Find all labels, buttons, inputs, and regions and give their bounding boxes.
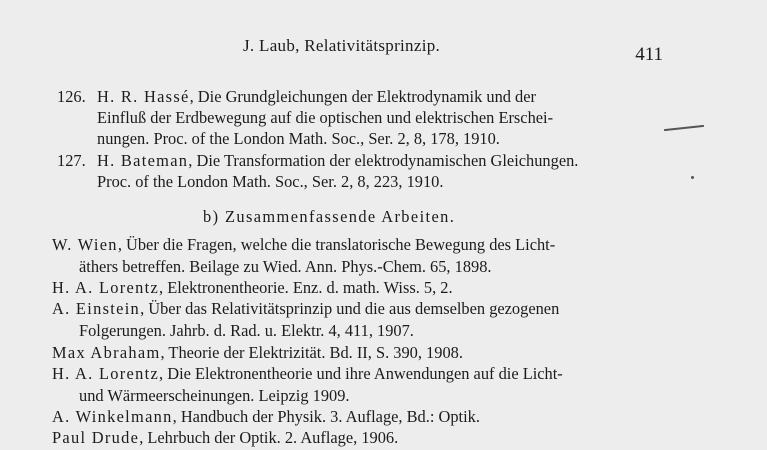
work-line bbox=[52, 298, 559, 319]
work-line bbox=[52, 406, 480, 427]
ink-dot bbox=[691, 176, 694, 179]
work-author: H. A. Lorentz bbox=[52, 364, 160, 383]
work-text: , Handbuch der Physik. 3. Auflage, Bd.: Optik. bbox=[172, 407, 480, 426]
entry-author: H. Bateman bbox=[97, 151, 189, 170]
work-author: A. Winkelmann bbox=[52, 407, 173, 426]
entry-line bbox=[97, 150, 578, 171]
work-line-continued: Folgerungen. Jahrb. d. Rad. u. Elektr. 4, 411, 1907. bbox=[79, 321, 414, 340]
work-author: A. Einstein bbox=[52, 299, 141, 318]
running-header: J. Laub, Relativitätsprinzip. bbox=[243, 36, 441, 55]
work-text: , Lehrbuch der Optik. 2. Auflage, 1906. bbox=[139, 428, 399, 447]
work-line bbox=[52, 342, 463, 363]
entry-line: Proc. of the London Math. Soc., Ser. 2, 8, 223, 1910. bbox=[97, 172, 444, 191]
page-number: 411 bbox=[635, 44, 663, 65]
entry-line: Einfluß der Erdbewegung auf die optischen und elektrischen Erschei- bbox=[97, 108, 554, 127]
entry-author: H. R. Hassé bbox=[97, 87, 190, 106]
entry-number: 126. bbox=[57, 87, 86, 106]
work-author: Paul Drude bbox=[52, 428, 140, 447]
work-text: , Über das Relativitätsprinzip und die aus demselben gezogenen bbox=[140, 299, 560, 318]
pencil-mark bbox=[664, 125, 704, 131]
work-text: , Elektronentheorie. Enz. d. math. Wiss. 5, 2. bbox=[159, 278, 453, 297]
work-text: , Die Elektronentheorie und ihre Anwendungen auf die Licht- bbox=[159, 364, 563, 383]
work-line bbox=[52, 363, 563, 384]
entry-text: , Die Transformation der elektrodynamischen Gleichungen. bbox=[188, 151, 579, 170]
work-line-continued: äthers betreffen. Beilage zu Wied. Ann. Phys.-Chem. 65, 1898. bbox=[79, 257, 492, 276]
work-author: Max Abraham bbox=[52, 343, 161, 362]
work-line bbox=[52, 427, 398, 448]
work-text: , Über die Fragen, welche die translatorische Bewegung des Licht- bbox=[117, 235, 556, 254]
work-text: , Theorie der Elektrizität. Bd. II, S. 390, 1908. bbox=[160, 343, 463, 362]
entry-number: 127. bbox=[57, 151, 86, 170]
work-line-continued: und Wärmeerscheinungen. Leipzig 1909. bbox=[79, 386, 350, 405]
work-author: H. A. Lorentz bbox=[52, 278, 160, 297]
entry-line bbox=[97, 86, 536, 107]
work-line bbox=[52, 277, 453, 298]
section-heading: b) Zusammenfassende Arbeiten. bbox=[203, 207, 456, 226]
work-line bbox=[52, 234, 555, 255]
work-author: W. Wien bbox=[52, 235, 118, 254]
entry-line: nungen. Proc. of the London Math. Soc., Ser. 2, 8, 178, 1910. bbox=[97, 129, 500, 148]
entry-text: , Die Grundgleichungen der Elektrodynamik und der bbox=[189, 87, 536, 106]
